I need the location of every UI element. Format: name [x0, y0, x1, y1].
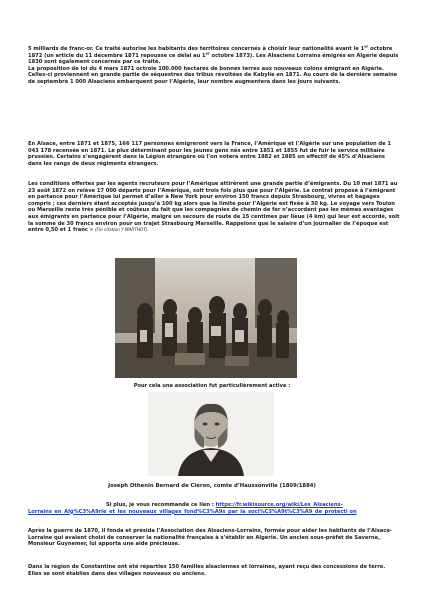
- treaty-sup-1: er: [364, 44, 369, 49]
- paragraph-emigration: En Alsace, entre 1871 et 1875, 166 117 personnes émigreront vers la France, l’Amérique et l’Algérie sur une population de 1 043 178 recensée en 1871. Le plus déterminant pour les jeunes gens nés entre 1851 et 1855 fut de fuir le service militaire prussien. Certains s’engagèrent dans la Légion étrangère où l’on notera entre 1882 et 1885 un effectif de 45% d’Alsaciens dans les rangs de deux régiments étrangers.: [28, 141, 391, 167]
- association-caption: Pour cela une association fut particulièrement active :: [133, 383, 291, 389]
- recommendation-block: [28, 502, 400, 515]
- paragraph-treaty: [28, 46, 400, 86]
- america-text: Les conditions offertes par les agents recruteurs pour l’Amérique attirèrent une grande partie d’émigrants. Du 10 mai 1871 au 23 août 1872 on relève 17 000 départs pour l’Amérique, soit trois fois plus que pour l’Algérie. Le contrat proposé à l’émigrant en partance pour l’Amérique lui permet d’aller à New York pour environ 150 francs depuis Strasbourg, vivres et bagages compris ; ces derniers étant acceptés jusqu’à 100 kg alors que la limite pour l’Algérie est fixée à 30 kg. Le voyage vers Toulon ou Marseille reste très pénible et coûteux du fait que les compagnies de chemin de fer n’accordent pas les mêmes avantages aux émigrants en partance pour l’Algérie, malgré un secours de route de 15 centimes par lieue (4 km) qui leur est accordé, soit la somme de 30 francs environ pour un trajet Strasbourg Marseille. Rappelons que le salaire d’un journalier de l’époque est entre 0,50 et 1 franc »: [28, 181, 400, 234]
- recommendation-text: Si plus, je vous recommande ce lien :: [106, 502, 216, 508]
- treaty-line-1-prefix: 1: [360, 46, 365, 52]
- emigrants-engraving-image: [115, 258, 297, 378]
- treaty-rest: La proposition de loi du 4 mars 1871 octroie 100.000 hectares de bonnes terres aux nouveaux colons émigrant en Algérie. Celles-ci proviennent en grande partie de séquestres des tribus révoltées de Kabylie en 1871. Au cours de la dernière semaine de septembre 1 000 Alsaciens embarquent pour l’Algérie, leur nombre augmentera dans les jours suivants.: [28, 65, 398, 85]
- portrait-caption: Joseph Othenin Bernard de Cléron, comte d’Haussonville (1809/1884): [108, 483, 316, 489]
- paragraph-america: [28, 181, 400, 234]
- wikisource-link[interactable]: https://fr.wikisource.org/wiki/Les_Alsaciens-Lorrains_en_Alg%C3%A9rie_et_les_nouveaux_villages_fond%C3%A9s_par_la_soci%C3%A9t%C3%A9_de_protecti on: [28, 502, 357, 515]
- paragraph-association: Après la guerre de 1870, il fonda et présida l’Association des Alsaciens-Lorrains, formée pour aider les habitants de l’Alsace-Lorraine qui avaient choisi de conserver la nationalité française à s’établir en Algérie. Un ancien sous-préfet de Saverne, Monsieur Guynemer, lui apporta une aide précieuse.: [28, 528, 392, 548]
- treaty-line-2a: octobre 1872 (un article du 11 décembre 1871 repousse ce délai au 1: [28, 46, 393, 59]
- treaty-line-2b: octobre 1873). Les Alsaciens Lorrains émigrés en Algérie depuis 1830 sont également concernés par ce traité.: [28, 52, 399, 66]
- paragraph-constantine: Dans la région de Constantine ont été réparties 150 familles alsaciennes et lorraines, ayant reçu des concessions de terre. Elles se sont établies dans des villages nouveaux ou anciens.: [28, 564, 386, 577]
- treaty-sup-2: er: [205, 50, 210, 55]
- treaty-line-1: 5 milliards de franc-or. Ce traité autorise les habitants des territoires concernés à choisir leur nationalité avant le: [28, 46, 359, 52]
- citation: (Fin citation Y MARTHOT).: [94, 227, 149, 233]
- haussonville-portrait-image: [148, 392, 274, 476]
